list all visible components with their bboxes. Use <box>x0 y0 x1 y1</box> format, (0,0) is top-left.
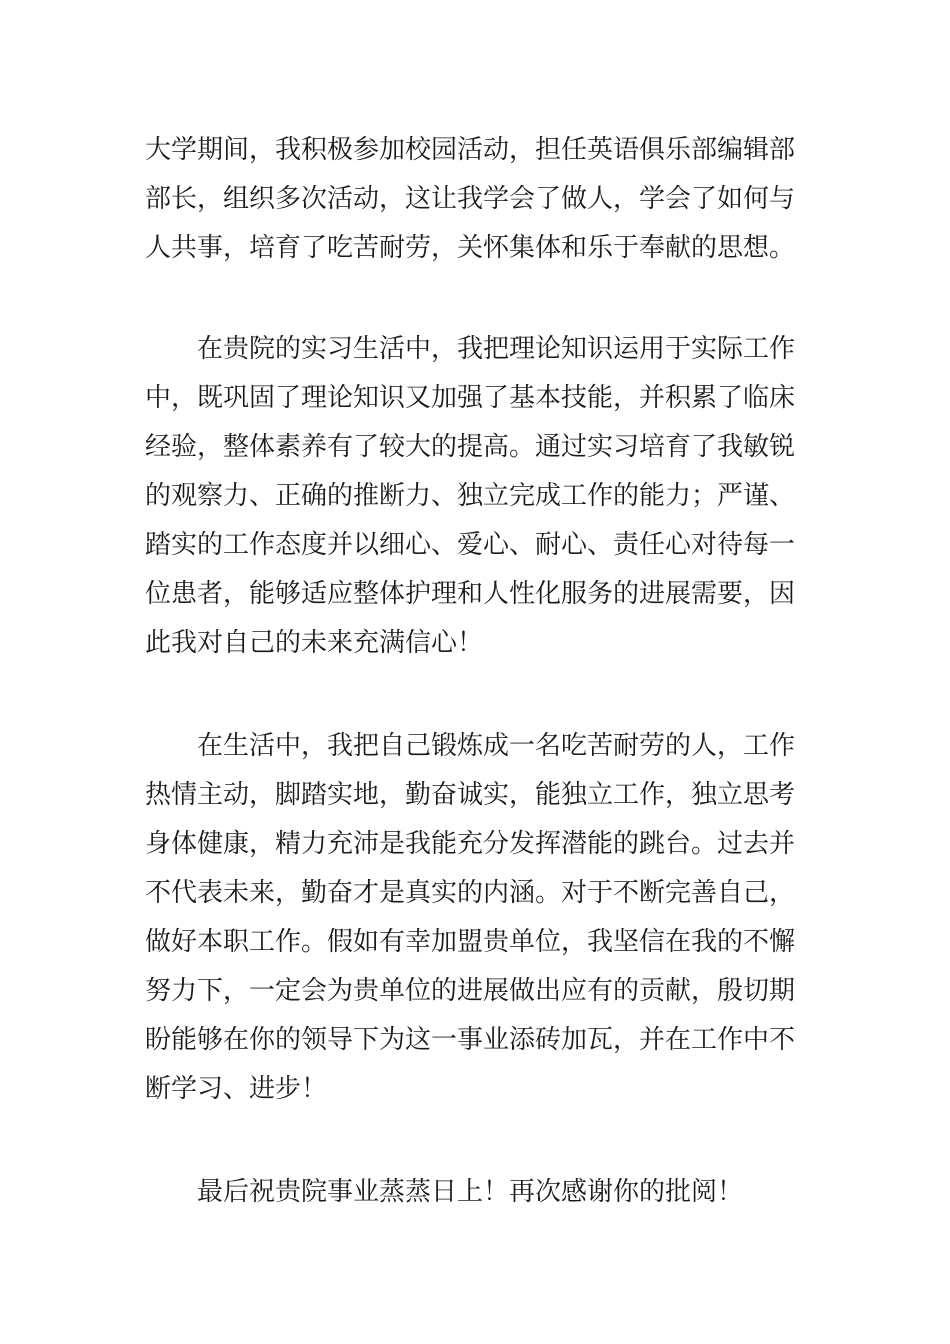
paragraph-1-line-3: 人共事，培育了吃苦耐劳，关怀集体和乐于奉献的思想。 <box>145 233 796 263</box>
paragraph-2-line-6: 位患者，能够适应整体护理和人性化服务的进展需要，因 <box>145 579 796 609</box>
paragraph-2-line-4: 的观察力、正确的推断力、独立完成工作的能力；严谨、 <box>145 481 796 511</box>
paragraph-3-line-2: 热情主动，脚踏实地，勤奋诚实，能独立工作，独立思考 <box>145 780 796 810</box>
paragraph-4-line-1: 最后祝贵院事业蒸蒸日上！再次感谢你的批阅！ <box>197 1177 744 1207</box>
paragraph-2-line-1: 在贵院的实习生活中，我把理论知识运用于实际工作 <box>197 334 796 364</box>
paragraph-2-line-3: 经验，整体素养有了较大的提高。通过实习培育了我敏锐 <box>145 432 796 462</box>
paragraph-3-line-7: 盼能够在你的领导下为这一事业添砖加瓦，并在工作中不 <box>145 1025 796 1055</box>
paragraph-3-line-6: 努力下，一定会为贵单位的进展做出应有的贡献，殷切期 <box>145 976 796 1006</box>
paragraph-1-line-1: 大学期间，我积极参加校园活动，担任英语俱乐部编辑部 <box>145 135 796 165</box>
paragraph-3-line-1: 在生活中，我把自己锻炼成一名吃苦耐劳的人，工作 <box>197 731 796 761</box>
paragraph-3-line-5: 做好本职工作。假如有幸加盟贵单位，我坚信在我的不懈 <box>145 927 796 957</box>
paragraph-3-line-8: 断学习、进步！ <box>145 1074 328 1104</box>
paragraph-3-line-4: 不代表未来，勤奋才是真实的内涵。对于不断完善自己， <box>145 878 796 908</box>
paragraph-3-line-3: 身体健康，精力充沛是我能充分发挥潜能的跳台。过去并 <box>145 829 796 859</box>
paragraph-1-line-2: 部长，组织多次活动，这让我学会了做人，学会了如何与 <box>145 184 796 214</box>
paragraph-2-line-5: 踏实的工作态度并以细心、爱心、耐心、责任心对待每一 <box>145 530 796 560</box>
paragraph-2-line-7: 此我对自己的未来充满信心！ <box>145 628 484 658</box>
paragraph-2-line-2: 中，既巩固了理论知识又加强了基本技能，并积累了临床 <box>145 383 796 413</box>
